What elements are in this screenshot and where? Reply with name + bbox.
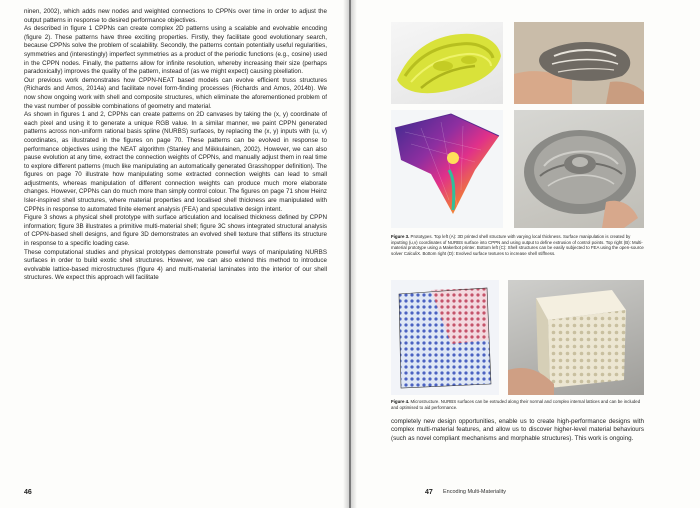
figure-3b-multimaterial-photo xyxy=(514,22,644,104)
right-page xyxy=(351,0,700,508)
figure-4-caption-text: Microstructure. NURBS surfaces can be extruded along their normal and complex internal lattices and can be included and optimised to aid performance. xyxy=(391,399,641,410)
paragraph: As described in figure 1 CPPNs can create complex 2D patterns using a scalable and evolvable encoding (figure 2). These patterns have three exciting properties. Firstly, they facilitate good evolutionary search, because CPPNs solve the problem of scalability. Secondly, the patterns contain potentially useful regularities, symmetries and (interestingly) imperfect symmetries as a product of the periodic functions (e.g., cosine) used in the CPPN nodes. Finally, the patterns allow for infinite resolution, whereby increasing their size (perhaps paradoxically) improves the quality of the pattern, instead of (as we might expect) causing pixellation. xyxy=(24,25,327,76)
left-body-text xyxy=(24,8,327,283)
figure-3c-fea-analysis-image xyxy=(391,110,503,228)
figure-3-caption xyxy=(391,234,644,256)
paragraph: These computational studies and physical prototypes demonstrate powerful ways of manipulating NURBS surfaces in order to build exotic shell structures. However, we can also extend this method to introduce evolvable lattice-based microstructures (figure 4) and multi-material laminates into the interior of our shell structures. We expect this approach will facilitate xyxy=(24,248,327,282)
page-number-left: 46 xyxy=(24,489,32,496)
paragraph: Figure 3 shows a physical shell prototype with surface articulation and localised thickness defined by CPPN information; figure 3B illustrates a primitive multi-material shell; figure 3C shows integrated structural analysis of CPPN-based shell designs, and figure 3D demonstrates an evolved shell texture that stiffens its structure in response to a specific loading case. xyxy=(24,214,327,248)
figure-4-caption xyxy=(391,399,644,410)
figure-4-lattice-render-image xyxy=(391,280,499,395)
figure-4-printed-lattice-photo xyxy=(508,280,644,395)
left-page xyxy=(0,0,349,508)
paragraph: ninen, 2002), which adds new nodes and weighted connections to CPPNs over time in order to adjust the output patterns in response to desired performance objectives. xyxy=(24,8,327,24)
page-number-right: 47 xyxy=(425,489,433,496)
figure-3a-yellow-shell-photo xyxy=(391,22,503,104)
book-gutter-shadow xyxy=(343,0,357,508)
figure-3-label: Figure 3. xyxy=(391,234,410,239)
paragraph: Our previous work demonstrates how CPPN-NEAT based models can evolve efficient truss structures (Richards and Amos, 2014a) and facilitate novel form-finding processes (Richards and Amos, 2014b). We now show ongoing work with shell and composite structures, which eliminate the aforementioned problem of the vast number of possible combinations of geometry and material. xyxy=(24,76,327,110)
running-head: Encoding Multi-Materiality xyxy=(443,489,506,495)
figure-3-caption-text: Prototypes. Top left (A): 3D printed shell structure with varying local thickness. Surface manipulation is created by inputting (u,v) coordinates of NURBS surface into CPPN and using output to define extrusion of control points. Top right (B): Multi-material prototype using a Makerbot printer. Bottom left (C): Shell structures can be easily subjected to FEA using the open-source solver CalculiX. Bottom right (D): Evolved surface textures to increase shell stiffness. xyxy=(391,234,644,256)
figure-4-label: Figure 4. xyxy=(391,399,410,404)
paragraph: As shown in figures 1 and 2, CPPNs can create patterns on 2D canvases by taking the (x, y) coordinate of each pixel and using it to generate a unique RGB value. In a similar manner, we paint CPPN generated patterns across non-uniform rational basis spline (NURBS) surfaces, by replacing the (x, y) inputs with (u, v) coordinates, as illustrated in the figures on page 70. These patterns can be evolved in response to performance objectives using the NEAT algorithm (Stanley and Miikkulainen, 2002). However, we can also pause evolution at any time, extract the connection weights of CPPNs, and manually adjust them in real time to explore different patterns (much like manipulating an automatically generated Grasshopper definition). The figures on page 70 illustrate how manipulating some extracted connection weights can lead to small adjustments, whereas manipulation of different connection weights can produce much more elaborate changes. However, CPPNs can do much more than simply control colour. The figures on page 71 show Heinz Isler-inspired shell structures, where material properties and localised shell thickness are manipulated with CPPNs in response to automated finite element analysis (FEA) and speculative design intent. xyxy=(24,111,327,213)
figure-3d-textured-shell-photo xyxy=(514,110,644,228)
right-body-text: completely new design opportunities, enable us to create high-performance designs with complex multi-material features, and allow us to discover higher-level material behaviours (such as novel compliant mechanisms and morphable structures). This work is ongoing. xyxy=(391,418,644,442)
